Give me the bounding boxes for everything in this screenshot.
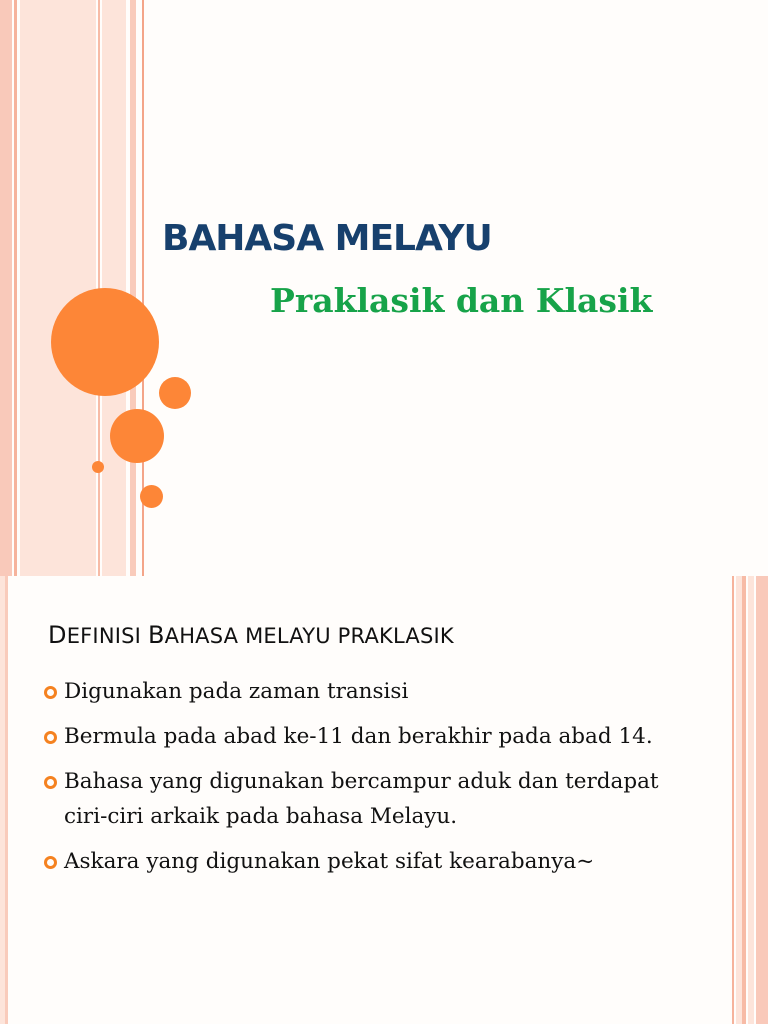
left-stripe-band bbox=[130, 0, 136, 576]
bullet-list bbox=[44, 674, 684, 889]
left-stripe-band bbox=[14, 0, 17, 576]
list-item bbox=[44, 764, 684, 834]
bullet-text: Digunakan pada zaman transisi bbox=[64, 679, 409, 704]
right-stripe-band bbox=[742, 576, 746, 1024]
orange-ring-bullet-icon bbox=[44, 686, 57, 699]
left-stripe-band bbox=[20, 0, 96, 576]
orange-ring-bullet-icon bbox=[44, 856, 57, 869]
bullet-text: Bahasa yang digunakan bercampur aduk dan terdapat ciri-ciri arkaik pada bahasa Melayu. bbox=[64, 769, 659, 829]
right-stripe-band bbox=[732, 576, 734, 1024]
slide-heading: DEFINISI BAHASA MELAYU PRAKLASIK bbox=[48, 621, 454, 649]
decorative-tiny-circle-icon bbox=[92, 461, 104, 473]
slide-title: BAHASA MELAYU bbox=[162, 218, 492, 259]
decorative-small-circle-icon bbox=[159, 377, 191, 409]
left-stripe-band bbox=[5, 576, 8, 1024]
left-stripe-band bbox=[0, 0, 12, 576]
right-stripe-band bbox=[748, 576, 754, 1024]
list-item bbox=[44, 674, 684, 709]
orange-ring-bullet-icon bbox=[44, 776, 57, 789]
definition-slide bbox=[0, 576, 768, 1024]
decorative-large-circle-icon bbox=[51, 288, 159, 396]
decorative-medium-circle-icon bbox=[110, 409, 164, 463]
orange-ring-bullet-icon bbox=[44, 731, 57, 744]
list-item bbox=[44, 844, 684, 879]
bullet-text: Askara yang digunakan pekat sifat kearabanya~ bbox=[64, 849, 595, 874]
decorative-small-circle-icon bbox=[140, 485, 163, 508]
bullet-text: Bermula pada abad ke-11 dan berakhir pada abad 14. bbox=[64, 724, 653, 749]
list-item bbox=[44, 719, 684, 754]
slide-subtitle: Praklasik dan Klasik bbox=[270, 281, 653, 320]
right-stripe-band bbox=[756, 576, 768, 1024]
